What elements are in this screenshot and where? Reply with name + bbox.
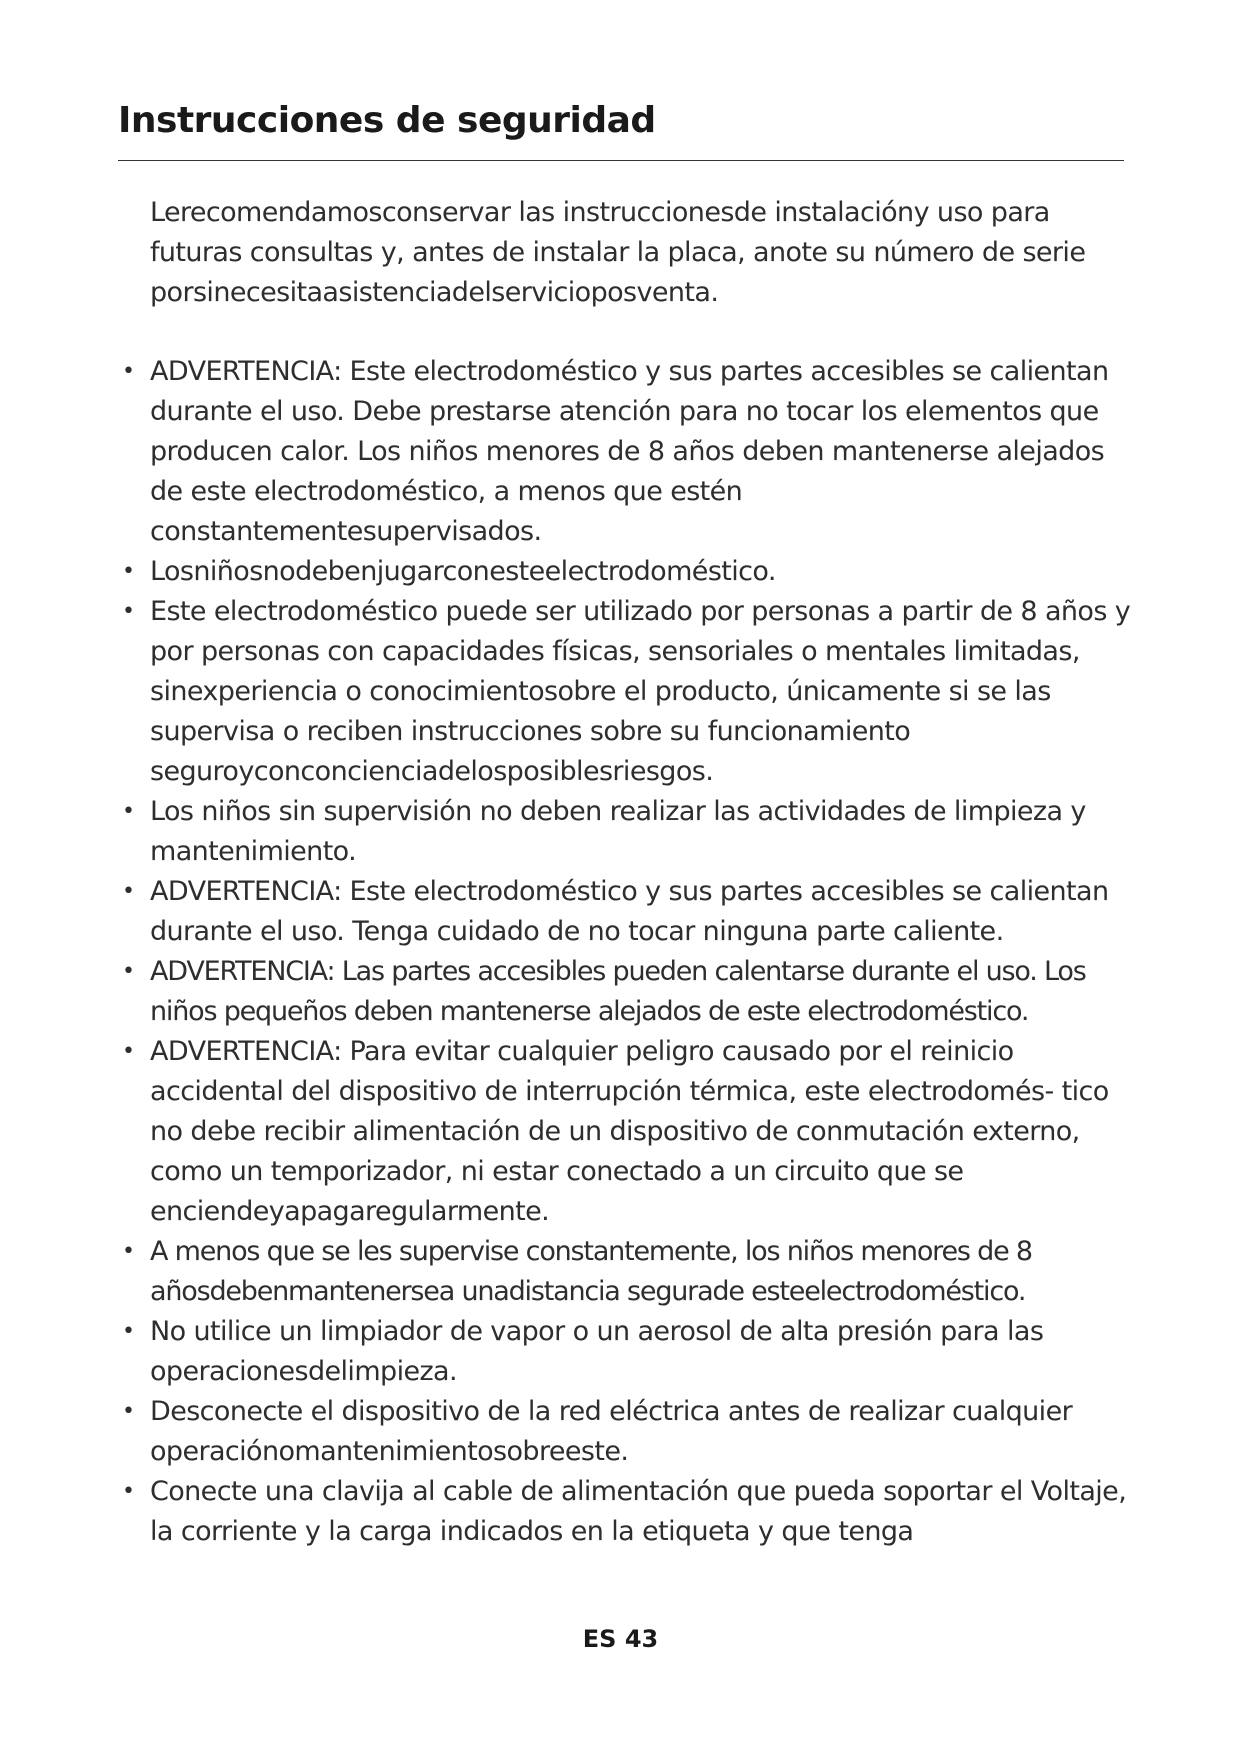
bullet-icon: • xyxy=(122,879,135,904)
list-item-text: Los niños sin supervisión no deben realizar las actividades de limpieza y mantenimiento. xyxy=(150,796,1086,867)
list-item-text: ADVERTENCIA: Este electrodoméstico y sus partes accesibles se calientan durante el uso. Tenga cuidado de no tocar ninguna parte caliente. xyxy=(150,876,1109,947)
bullet-icon: • xyxy=(122,799,135,824)
page-number: ES 43 xyxy=(582,1625,659,1653)
list-item xyxy=(118,552,1140,592)
list-item xyxy=(118,792,1140,872)
list-item xyxy=(118,1392,1140,1472)
page-title: Instrucciones de seguridad xyxy=(118,100,656,141)
intro-paragraph: Lerecomendamosconservar las instruccionesde instalacióny uso para futuras consultas y, antes de instalar la placa, anote su número de serie porsinecesitaasistenciadelservicioposventa. xyxy=(150,197,1086,308)
safety-list xyxy=(118,352,1140,1552)
bullet-icon: • xyxy=(122,1479,135,1504)
list-item-text: Conecte una clavija al cable de alimentación que pueda soportar el Voltaje, la corriente y la carga indicados en la etiqueta y que tenga xyxy=(150,1476,1127,1547)
list-item-text: No utilice un limpiador de vapor o un aerosol de alta presión para las operacionesdelimpieza. xyxy=(150,1316,1044,1387)
list-item xyxy=(118,592,1140,792)
list-item xyxy=(118,952,1140,1032)
list-item xyxy=(118,872,1140,952)
title-divider xyxy=(118,160,1124,161)
list-item-text: ADVERTENCIA: Para evitar cualquier peligro causado por el reinicio accidental del dispositivo de interrupción térmica, este electrodomés- tico no debe recibir alimentación de un dispositivo de conmutación externo, como un temporizador, ni estar conectado a un circuito que se enciendeyapagaregularmente. xyxy=(150,1036,1109,1227)
list-item-text: A menos que se les supervise constantemente, los niños menores de 8 añosdebenmantenersea unadistancia segurade esteelectrodoméstico. xyxy=(150,1236,1032,1307)
list-item-text: Este electrodoméstico puede ser utilizado por personas a partir de 8 años y por personas con capacidades físicas, sensoriales o mentales limitadas, sinexperiencia o conocimientosobre el producto, únicamente si se las supervisa o reciben instrucciones sobre su funcionamiento seguroyconconcienciadelosposiblesriesgos. xyxy=(150,596,1131,787)
list-item xyxy=(118,352,1140,552)
bullet-icon: • xyxy=(122,359,135,384)
bullet-icon: • xyxy=(122,559,135,584)
bullet-icon: • xyxy=(122,1039,135,1064)
list-item xyxy=(118,1472,1140,1552)
bullet-icon: • xyxy=(122,1239,134,1264)
bullet-icon: • xyxy=(122,959,134,984)
list-item-text: Desconecte el dispositivo de la red eléctrica antes de realizar cualquier operaciónomantenimientosobreeste. xyxy=(150,1396,1073,1467)
list-item-text: ADVERTENCIA: Este electrodoméstico y sus partes accesibles se calientan durante el uso. Debe prestarse atención para no tocar los elementos que producen calor. Los niños menores de 8 años deben mantenerse alejados de este electrodoméstico, a menos que estén constantementesupervisados. xyxy=(150,356,1109,547)
bullet-icon: • xyxy=(122,599,135,624)
list-item xyxy=(118,1032,1140,1232)
bullet-icon: • xyxy=(122,1399,135,1424)
list-item-text: ADVERTENCIA: Las partes accesibles pueden calentarse durante el uso. Los niños pequeños deben mantenerse alejados de este electrodoméstico. xyxy=(150,956,1086,1027)
list-item xyxy=(118,1312,1140,1392)
list-item xyxy=(118,1232,1140,1312)
list-item-text: Losniñosnodebenjugarconesteelectrodoméstico. xyxy=(150,556,776,587)
bullet-icon: • xyxy=(122,1319,135,1344)
